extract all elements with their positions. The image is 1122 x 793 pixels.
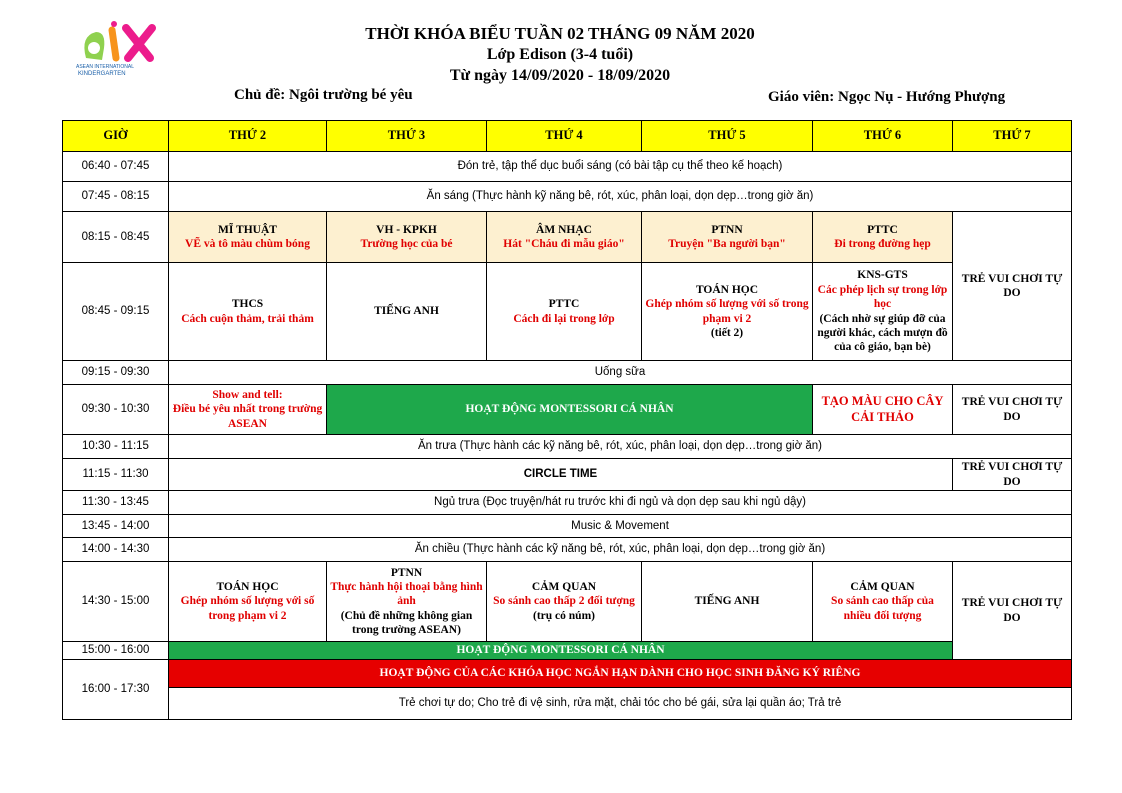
lesson-cell: TIẾNG ANH [327, 263, 487, 361]
activity-cell: Uống sữa [169, 361, 1072, 385]
logo-text-2: KINDERGARTEN [78, 71, 126, 77]
table-row [63, 660, 1072, 688]
teacher-label: Giáo viên: Ngọc Nụ - Hướng Phượng [768, 89, 1006, 105]
time-cell: 09:30 - 10:30 [63, 385, 169, 435]
time-cell: 11:15 - 11:30 [63, 459, 169, 491]
lesson-cell: TIẾNG ANH [642, 562, 813, 642]
school-logo [72, 18, 172, 78]
lesson-cell [169, 212, 327, 263]
activity-cell: Ăn sáng (Thực hành kỹ năng bê, rót, xúc, phân loại, dọn dẹp…trong giờ ăn) [169, 182, 1072, 212]
lesson-cell [327, 212, 487, 263]
table-row [63, 459, 1072, 491]
date-range: Từ ngày 14/09/2020 - 18/09/2020 [449, 67, 671, 84]
col-thu-header: THỨ 5 [642, 121, 813, 152]
lesson-title: CẢM QUAN [531, 580, 597, 593]
time-cell: 10:30 - 11:15 [63, 435, 169, 459]
class-line: Lớp Edison (3-4 tuổi) [486, 46, 634, 63]
page-title: THỜI KHÓA BIỂU TUẦN 02 THÁNG 09 NĂM 2020 [365, 24, 755, 43]
lesson-title: Show and tell: [212, 388, 283, 401]
lesson-detail: Hát "Cháu đi mẫu giáo" [503, 238, 625, 250]
time-cell: 16:00 - 17:30 [63, 660, 169, 720]
table-row [63, 538, 1072, 562]
col-fri-header: THỨ 6 [813, 121, 953, 152]
activity-cell: Music & Movement [169, 515, 1072, 538]
time-cell: 13:45 - 14:00 [63, 515, 169, 538]
time-cell: 08:15 - 08:45 [63, 212, 169, 263]
lesson-detail: Thực hành hội thoại bằng hình ảnh [330, 580, 483, 608]
table-row [63, 361, 1072, 385]
table-row [63, 515, 1072, 538]
short-course-banner: HOẠT ĐỘNG CỦA CÁC KHÓA HỌC NGẮN HẠN DÀNH CHO HỌC SINH ĐĂNG KÝ RIÊNG [169, 660, 1072, 688]
lesson-title: PTTC [867, 223, 898, 236]
table-row [63, 688, 1072, 720]
lesson-title: VH - KPKH [376, 223, 437, 236]
lesson-title: MĨ THUẬT [218, 223, 277, 236]
lesson-cell [487, 212, 642, 263]
time-cell: 07:45 - 08:15 [63, 182, 169, 212]
lesson-detail: Cách cuộn thảm, trải thảm [181, 312, 314, 325]
lesson-title: THCS [231, 298, 264, 311]
table-row [63, 182, 1072, 212]
time-cell: 14:30 - 15:00 [63, 562, 169, 642]
lesson-title: PTTC [548, 298, 580, 311]
logo-text-1: ASEAN INTERNATIONAL [76, 64, 134, 70]
lesson-detail: Điều bé yêu nhất trong trường ASEAN [172, 403, 323, 430]
lesson-note: (Chủ đề những không gian trong trường ASEAN) [340, 609, 473, 637]
lesson-cell [813, 562, 953, 642]
table-row [63, 562, 1072, 642]
time-cell: 08:45 - 09:15 [63, 263, 169, 361]
free-play-cell: TRẺ VUI CHƠI TỰ DO [953, 562, 1072, 660]
activity-cell: Ăn trưa (Thực hành các kỹ năng bê, rót, xúc, phân loại, dọn dẹp…trong giờ ăn) [169, 435, 1072, 459]
col-sat-header: THỨ 7 [953, 121, 1072, 152]
lesson-detail: VẼ và tô màu chùm bóng [185, 238, 310, 250]
montessori-block: HOẠT ĐỘNG MONTESSORI CÁ NHÂN [327, 385, 813, 435]
lesson-detail: So sánh cao thấp 2 đối tượng [493, 595, 635, 608]
activity-cell: Ăn chiều (Thực hành các kỹ năng bê, rót, xúc, phân loại, dọn dẹp…trong giờ ăn) [169, 538, 1072, 562]
lesson-title: KNS-GTS [857, 269, 908, 282]
lesson-detail: Đi trong đường hẹp [834, 238, 931, 250]
lesson-title: CẢM QUAN [850, 580, 915, 593]
free-play-cell: TRẺ VUI CHƠI TỰ DO [953, 212, 1072, 361]
lesson-detail: So sánh cao thấp của nhiều đối tượng [831, 595, 934, 622]
lesson-detail: Truyện "Ba người bạn" [668, 238, 786, 250]
activity-cell: Trẻ chơi tự do; Cho trẻ đi vệ sinh, rửa mặt, chải tóc cho bé gái, sửa lại quần áo; Trả trẻ [169, 688, 1072, 720]
time-cell: 11:30 - 13:45 [63, 491, 169, 515]
free-play-cell: TRẺ VUI CHƠI TỰ DO [953, 385, 1072, 435]
lesson-cell [487, 562, 642, 642]
table-row [63, 435, 1072, 459]
lesson-detail: Ghép nhóm số lượng với số trong phạm vi 2 [645, 298, 809, 325]
table-row [63, 491, 1072, 515]
lesson-note: (trụ có núm) [533, 609, 595, 622]
time-cell: 06:40 - 07:45 [63, 152, 169, 182]
lesson-cell [169, 263, 327, 361]
lesson-note: (tiết 2) [710, 326, 744, 339]
lesson-title: ÂM NHẠC [536, 223, 592, 236]
montessori-block: HOẠT ĐỘNG MONTESSORI CÁ NHÂN [169, 642, 953, 660]
lesson-cell: TẠO MÀU CHO CÂY CẢI THẢO [813, 385, 953, 435]
col-mon-header: THỨ 2 [169, 121, 327, 152]
free-play-cell: TRẺ VUI CHƠI TỰ DO [953, 459, 1072, 491]
table-row [63, 212, 1072, 263]
table-row [63, 263, 1072, 361]
logo-mark-icon [84, 21, 152, 60]
lesson-note: (Cách nhờ sự giúp đỡ của người khác, cách mượn đồ của cô giáo, bạn bè) [817, 312, 948, 354]
lesson-detail: Trường học của bé [360, 238, 453, 250]
lesson-cell [487, 263, 642, 361]
lesson-cell [169, 562, 327, 642]
time-cell: 14:00 - 14:30 [63, 538, 169, 562]
timetable [62, 120, 1072, 720]
lesson-detail: Cách đi lại trong lớp [513, 312, 615, 325]
header-row [63, 121, 1072, 152]
lesson-cell [813, 212, 953, 263]
activity-cell: Ngủ trưa (Đọc truyện/hát ru trước khi đi ngủ và dọn dẹp sau khi ngủ dậy) [169, 491, 1072, 515]
topic-label: Chủ đề: Ngôi trường bé yêu [234, 87, 413, 103]
activity-cell: Đón trẻ, tập thể dục buổi sáng (có bài tập cụ thể theo kế hoạch) [169, 152, 1072, 182]
lesson-cell [813, 263, 953, 361]
time-cell: 15:00 - 16:00 [63, 642, 169, 660]
lesson-cell [642, 263, 813, 361]
activity-cell: CIRCLE TIME [169, 459, 953, 491]
lesson-cell [327, 562, 487, 642]
table-row [63, 152, 1072, 182]
col-wed-header: THỨ 4 [487, 121, 642, 152]
col-time-header: GIỜ [63, 121, 169, 152]
time-cell: 09:15 - 09:30 [63, 361, 169, 385]
lesson-detail: Các phép lịch sự trong lớp học [817, 283, 948, 311]
table-row [63, 385, 1072, 435]
lesson-title: PTNN [711, 223, 743, 236]
col-tue-header: THỨ 3 [327, 121, 487, 152]
lesson-cell [642, 212, 813, 263]
lesson-title: TOÁN HỌC [695, 283, 759, 296]
table-row [63, 642, 1072, 660]
lesson-detail: Ghép nhóm số lượng với số trong phạm vi 2 [180, 595, 315, 622]
lesson-title: PTNN [390, 566, 423, 579]
lesson-cell [169, 385, 327, 435]
lesson-title: TOÁN HỌC [216, 580, 279, 593]
